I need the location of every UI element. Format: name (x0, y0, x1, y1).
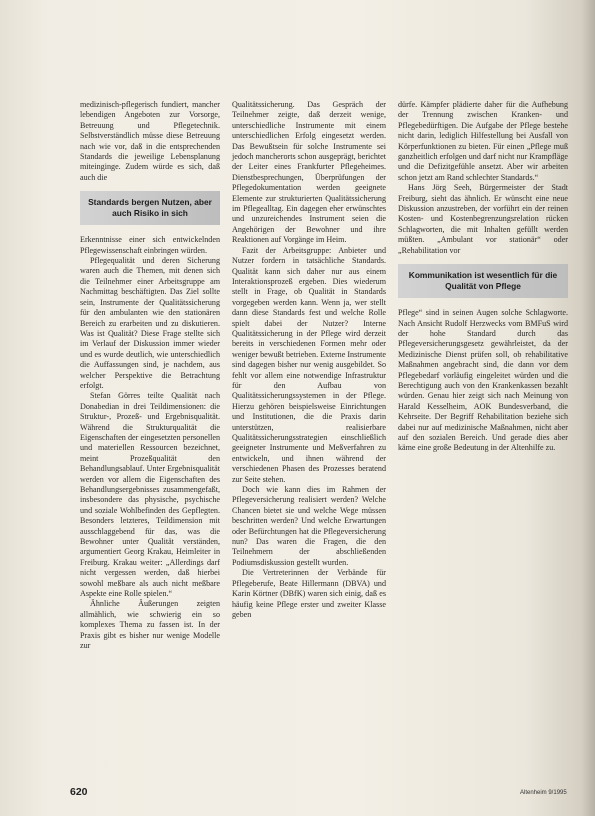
paragraph: Die Vertreterinnen der Verbände für Pflegeberufe, Beate Hillermann (DBVA) und Karin Körtner (DBfK) waren sich einig, daß es häufig keine Pflege erster und zweiter Klasse geben (232, 568, 386, 619)
text-column-3 (398, 100, 568, 454)
journal-footer: Altenheim 9/1995 (520, 790, 567, 796)
paragraph: Qualitätssicherung. Das Gespräch der Teilnehmer zeigte, daß derzeit wenige, unterschiedliche Instrumente mit einem unterschiedlichen Erfolg eingesetzt werden. Das Bewußtsein für solche Instrumente sei jedoch mancherorts schon ausgeprägt, berichtet der Leiter eines Frankfurter Pflegeheimes. Dienstbesprechungen, Überprüfungen der Pflegedokumentation werden geeignete Elemente zur strukturierten Qualitätssicherung im Pflegealltag. Ein dagegen eher erwünschtes und unzureichendes Instrument seien die Angehörigen der Bewohner und ihre Reaktionen auf Vorgänge im Heim. (232, 100, 386, 245)
paragraph: Erkenntnisse einer sich entwickelnden Pflegewissenschaft einbringen würden. (80, 235, 220, 255)
paragraph: Ähnliche Äußerungen zeigten allmählich, wie schwierig ein so komplexes Thema zu fassen ist. In der Praxis gibt es bisher nur wenige Modelle zur (80, 599, 220, 651)
paragraph: dürfe. Kämpfer plädierte daher für die Aufhebung der Trennung zwischen Kranken- und Pflegebedürftigen. Die Aufgabe der Pflege bestehe nicht darin, lediglich Hilfestellung bei Ausfall von Körperfunktionen zu bieten. Für einen „Pflege muß ganzheitlich erfolgen und darf nicht nur Krampfläge und die Defizitgefühle ansetzt. Aber wir arbeiten schon jetzt am Rand schlechter Standards.“ (398, 100, 568, 182)
paragraph: Hans Jörg Seeh, Bürgermeister der Stadt Freiburg, sieht das ähnlich. Er wünscht eine neue Diskussion anzustreben, der vorführt ein der reinen Kosten- und Kostenbegrenzungsrelation rücken Schlagworten, die mit Inhalten gefüllt werden müßten. „Ambulant vor stationär“ oder „Rehabilitation vor (398, 183, 568, 255)
text-column-1 (80, 100, 220, 652)
paragraph: medizinisch-pflegerisch fundiert, mancher lebendigen Angeboten zur Vorsorge, Betreuung und Pflegetechnik. Selbstverständlich müsse diese Betreuung nach wie vor, daß in die entsprechenden Standards die jeweilige Lebensplanung miteinginge. Zudem würde es sich, daß auch die (80, 100, 220, 182)
paragraph: Pflegequalität und deren Sicherung waren auch die Themen, mit denen sich die Teilnehmer einer Arbeitsgruppe am Nachmittag beschäftigten. Das Ziel sollte sein, Instrumente der Qualitätssicherung für den ambulanten wie den stationären Bereich zu erarbeiten und zu diskutieren. Was ist Qualität? Diese Frage stellte sich im Verlauf der Diskussion immer wieder und es wurde deutlich, wie unterschiedlich die Auffassungen sind, je nachdem, aus welcher Perspektive die Betrachtung erfolgt. (80, 256, 220, 390)
page-number: 620 (70, 786, 88, 798)
paragraph: Stefan Görres teilte Qualität nach Donabedian in drei Teildimensionen: die Struktur-, Prozeß- und Ergebnisqualität. Während die Strukturqualität die Eigenschaften der eingesetzten personellen und materiellen Ressourcen bezeichnet, meint Prozeßqualität den Behandlungsablauf. Unter Ergebnisqualität werden vor allem die Eigenschaften des Behandlungsergebnisses zusammengefaßt, insbesondere das physische, psychische und soziale Wohlbefinden des Gepflegten. Besonders letzteres, Teildimension mit ausschlaggebend für das, was die Bewohner unter Qualität verständen, argumentiert Georg Krakau, Heimleiter in Freiburg. Krakau weiter: „Allerdings darf nicht vergessen werden, daß hierbei sowohl meßbare als auch nicht meßbare Aspekte eine Rolle spielen.“ (80, 391, 220, 599)
text-column-2 (232, 100, 386, 620)
paragraph: Fazit der Arbeitsgruppe: Anbieter und Nutzer fordern in tatsächliche Standards. Qualität kann sich daher nur aus einem Interaktionsprozeß ergeben. Dies wiederum stellt in Frage, ob Qualität in Standards vorgegeben werden kann. Wenn ja, wer stellt dann diese Standards fest und welche Rolle spielt dabei der Nutzer? Interne Qualitätssicherung in der Pflege wird derzeit bereits in verschiedenen Formen mehr oder weniger bewußt betrieben. Externe Instrumente sind dagegen bisher nur wenig ausgebildet. So fehlt vor allem eine notwendige Infrastruktur für den Aufbau von Qualitätssicherungssystemen in der Pflege. Hierzu gehören beispielsweise Einrichtungen und Institutionen, die die Praxis darin unterstützen, realisierbare Qualitätssicherungsstrategien einschließlich geeigneter Instrumente und Meßverfahren zu entwickeln, und ihnen während der verschiedenen Phasen des Prozesses beratend zur Seite stehen. (232, 245, 386, 484)
section-headline: Kommunikation ist wesentlich für die Qualität von Pflege (398, 264, 568, 298)
section-headline: Standards bergen Nutzen, aber auch Risiko in sich (80, 191, 220, 225)
paragraph: Doch wie kann dies im Rahmen der Pflegeversicherung realisiert werden? Welche Chancen bietet sie und welche Wege müssen beschritten werden? Und welche Erwartungen oder Befürchtungen hat die Pflegeversicherung nun? Das waren die Fragen, die den Teilnehmern der abschließenden Podiumsdiskussion gestellt wurden. (232, 485, 386, 567)
paragraph: Pflege“ sind in seinen Augen solche Schlagworte. Nach Ansicht Rudolf Herzwecks vom BMFuS wird der hohe Standard durch das Pflegeversicherungsgesetz gewährleistet, da der Medizinische Dienst prüfen soll, ob rehabilitative Maßnahmen angebracht sind, die dann vor dem Pflegebedarf vorläufig eingeleitet würden und die Berechtigung auch von den Krankenkassen bezahlt würden. Genau hier zeigt sich nach Meinung von Harald Kesselheim, AOK Bundesverband, die Kehrseite. Der Begriff Rehabilitation beziehe sich dabei nur auf medizinische Maßnahmen, nicht aber auf den sozialen Bereich. Und gerade dies aber käme eine große Bedeutung in der Altenhilfe zu. (398, 308, 568, 453)
page-edge-shadow (581, 0, 595, 816)
